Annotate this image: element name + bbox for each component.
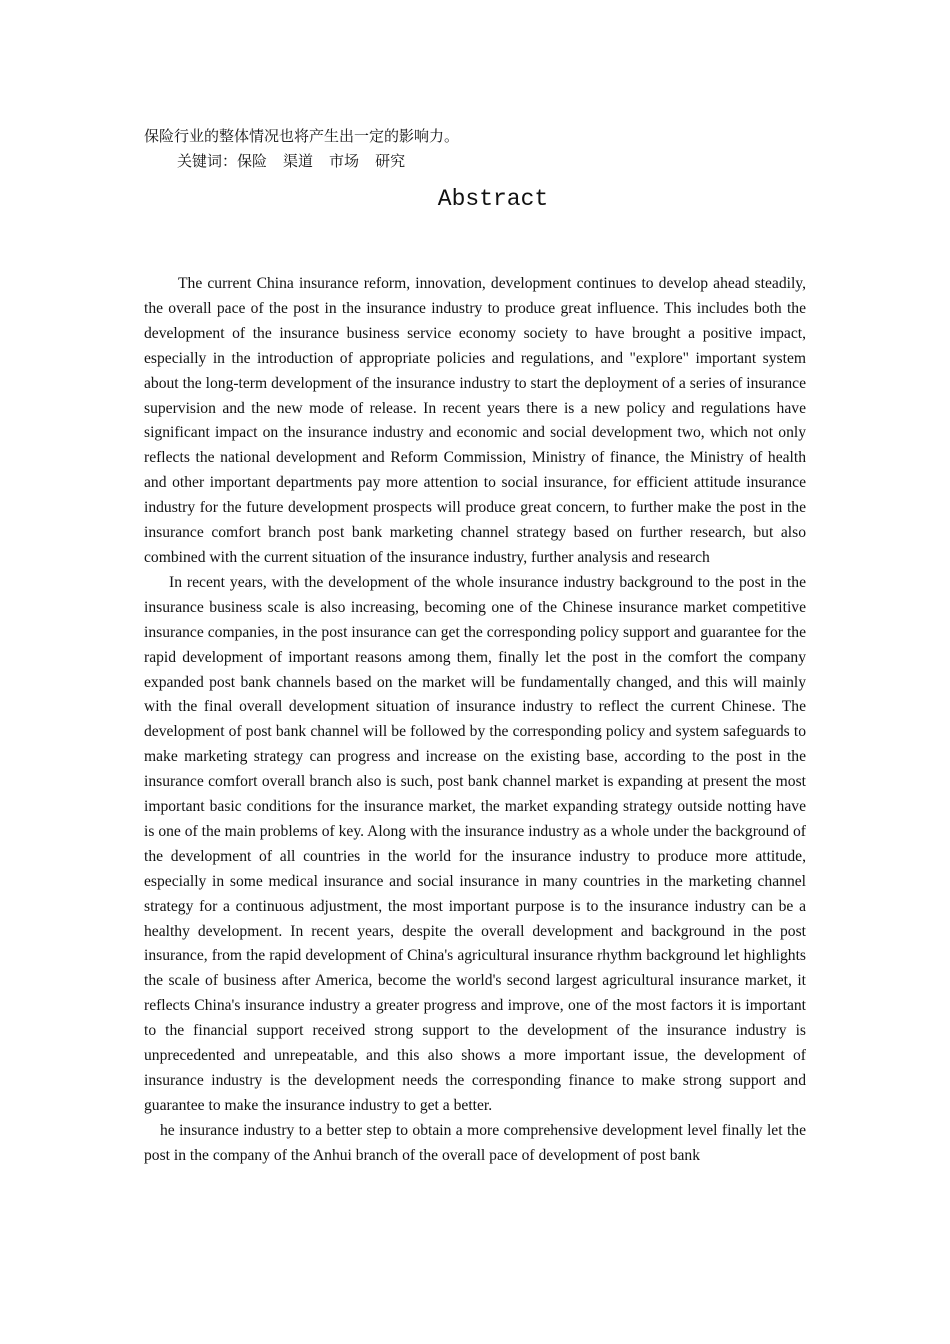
page-content xyxy=(144,124,806,1169)
abstract-title: Abstract xyxy=(437,186,549,212)
keyword-3: 市场 xyxy=(329,152,360,170)
intro-line: 保险行业的整体情况也将产生出一定的影响力。 xyxy=(144,127,460,145)
keyword-1: 保险 xyxy=(237,152,268,170)
abstract-paragraph-2: In recent years, with the development of the whole insurance industry background to the post in the insurance business scale is also increasing, becoming one of the Chinese insurance market competitive insurance companies, in the post insurance can get the corresponding policy support and guarantee for the rapid development of important reasons among them, finally let the post in the comfort the company expanded post bank channels based on the market will be fundamentally changed, and this will mainly with the final overall development situation of insurance industry to reflect the current Chinese. The development of post bank channel will be followed by the corresponding policy and system safeguards to make marketing strategy can progress and increase on the existing base, according to the post in the insurance comfort overall branch also is such, post bank channel market is expanding at present the most important basic conditions for the insurance market, the market expanding strategy outside notting have is one of the main problems of key. Along with the insurance industry as a whole under the background of the development of all countries in the world for the insurance industry to produce more attitude, especially in some medical insurance and social insurance in many countries in the marketing channel strategy for a continuous adjustment, the most important purpose is to the insurance industry can be a healthy development. In recent years, despite the overall development and background in the post insurance, from the rapid development of China's agricultural insurance rhythm background let highlights the scale of business after America, become the world's second largest agricultural insurance market, it reflects China's insurance industry a greater progress and improve, one of the most factors it is important to the financial support received strong support to the development of the insurance industry is unprecedented and unrepeatable, and this also shows a more important issue, the development of insurance industry is the development needs the corresponding finance to make strong support and guarantee to make the insurance industry to get a better. xyxy=(144,573,806,1114)
keywords-line xyxy=(144,149,806,174)
abstract-paragraph-1: The current China insurance reform, innovation, development continues to develop ahead steadily, the overall pace of the post in the insurance industry to produce great influence. This includes both the development of the insurance business service economy society to have brought a positive impact, especially in the introduction of appropriate policies and regulations, and "explore" important system about the long-term development of the insurance industry to start the deployment of a series of insurance supervision and the new mode of release. In recent years there is a new policy and regulations have significant impact on the insurance industry and economic and social development two, which not only reflects the national development and Reform Commission, Ministry of finance, the Ministry of health and other important departments pay more attention to social insurance, for efficient attitude insurance industry for the future development prospects will produce great concern, to further make the post in the insurance comfort branch post bank marketing channel strategy based on further research, but also combined with the current situation of the insurance industry, further analysis and research xyxy=(144,275,806,566)
keyword-2: 渠道 xyxy=(283,152,314,170)
abstract-paragraph-3: he insurance industry to a better step to obtain a more comprehensive development level finally let the post in the company of the Anhui branch of the overall pace of development of post bank xyxy=(144,1121,806,1164)
keywords-label: 关键词： xyxy=(177,152,238,170)
keyword-4: 研究 xyxy=(375,152,406,170)
